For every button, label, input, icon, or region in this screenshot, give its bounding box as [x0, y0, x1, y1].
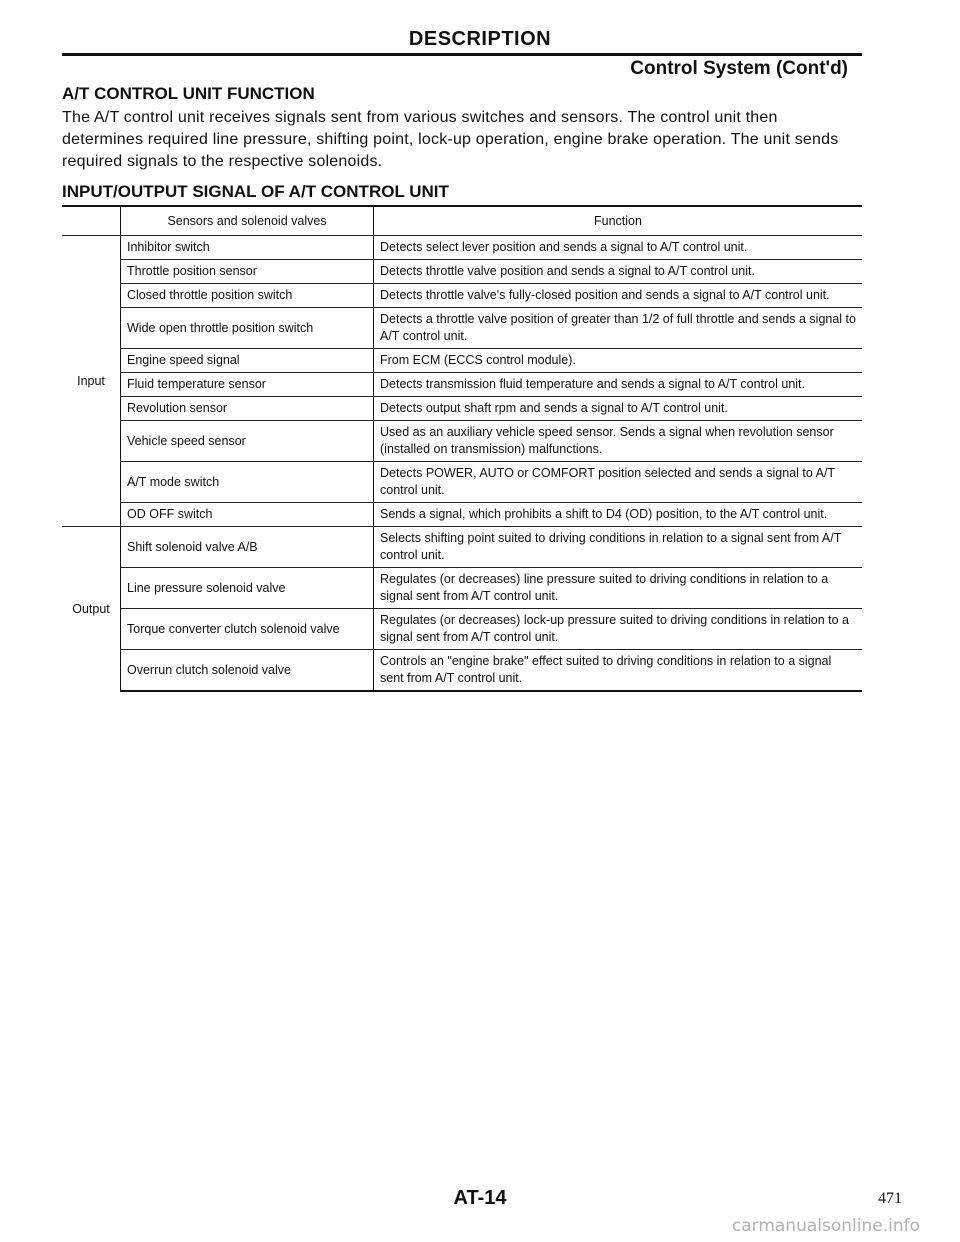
- solenoid-name: Torque converter clutch solenoid valve: [121, 609, 374, 650]
- header-group-cell: [62, 207, 121, 236]
- sensor-name: Inhibitor switch: [121, 236, 374, 260]
- sensor-function: Detects throttle valve position and sends a signal to A/T control unit.: [374, 260, 863, 284]
- table-row: [62, 308, 862, 349]
- sensor-name: Closed throttle position switch: [121, 284, 374, 308]
- sensor-name: Throttle position sensor: [121, 260, 374, 284]
- sensor-name: A/T mode switch: [121, 462, 374, 503]
- sensor-function: Detects throttle valve's fully-closed position and sends a signal to A/T control unit.: [374, 284, 863, 308]
- sensor-function: Detects POWER, AUTO or COMFORT position selected and sends a signal to A/T control unit.: [374, 462, 863, 503]
- table-row: [62, 609, 862, 650]
- section-heading: A/T CONTROL UNIT FUNCTION: [62, 84, 315, 103]
- sensor-function: Detects a throttle valve position of greater than 1/2 of full throttle and sends a signal to A/T control unit.: [374, 308, 863, 349]
- sensor-function: Detects transmission fluid temperature and sends a signal to A/T control unit.: [374, 373, 863, 397]
- page-code: AT-14: [453, 1187, 507, 1209]
- table-row: [62, 373, 862, 397]
- page-title: DESCRIPTION: [408, 28, 552, 50]
- sensor-name: Revolution sensor: [121, 397, 374, 421]
- solenoid-function: Controls an "engine brake" effect suited to driving conditions in relation to a signal sent from A/T control unit.: [374, 650, 863, 692]
- table-row: [62, 349, 862, 373]
- table-row: [62, 397, 862, 421]
- sensor-function: Sends a signal, which prohibits a shift to D4 (OD) position, to the A/T control unit.: [374, 503, 863, 527]
- sensor-name: Engine speed signal: [121, 349, 374, 373]
- table-row: [62, 650, 862, 692]
- sensor-function: From ECM (ECCS control module).: [374, 349, 863, 373]
- table-row: [62, 503, 862, 527]
- group-label-output: Output: [62, 527, 121, 692]
- solenoid-function: Selects shifting point suited to driving conditions in relation to a signal sent from A/T control unit.: [374, 527, 863, 568]
- sensor-name: Vehicle speed sensor: [121, 421, 374, 462]
- signal-table: [62, 207, 862, 692]
- page-number: 471: [878, 1190, 902, 1207]
- table-row: [62, 284, 862, 308]
- header-function: Function: [374, 207, 863, 236]
- sensor-name: Fluid temperature sensor: [121, 373, 374, 397]
- table-row: [62, 462, 862, 503]
- watermark: carmanualsonline.info: [731, 1216, 920, 1236]
- solenoid-name: Line pressure solenoid valve: [121, 568, 374, 609]
- sensor-function: Detects select lever position and sends a signal to A/T control unit.: [374, 236, 863, 260]
- table-row: [62, 421, 862, 462]
- sensor-name: OD OFF switch: [121, 503, 374, 527]
- table-header-row: [62, 207, 862, 236]
- group-label-input: Input: [62, 236, 121, 527]
- solenoid-name: Shift solenoid valve A/B: [121, 527, 374, 568]
- page-subtitle: Control System (Cont'd): [630, 58, 848, 79]
- solenoid-name: Overrun clutch solenoid valve: [121, 650, 374, 692]
- sensor-function: Used as an auxiliary vehicle speed sensor. Sends a signal when revolution sensor (installed on transmission) malfunctions.: [374, 421, 863, 462]
- table-row: [62, 236, 862, 260]
- solenoid-function: Regulates (or decreases) lock-up pressure suited to driving conditions in relation to a signal sent from A/T control unit.: [374, 609, 863, 650]
- table-row: [62, 260, 862, 284]
- sensor-function: Detects output shaft rpm and sends a signal to A/T control unit.: [374, 397, 863, 421]
- table-row: [62, 568, 862, 609]
- table-heading: INPUT/OUTPUT SIGNAL OF A/T CONTROL UNIT: [62, 182, 449, 201]
- table-row: [62, 527, 862, 568]
- header-sensors: Sensors and solenoid valves: [121, 207, 374, 236]
- header-rule: [62, 53, 862, 56]
- sensor-name: Wide open throttle position switch: [121, 308, 374, 349]
- section-text: The A/T control unit receives signals sent from various switches and sensors. The control unit then determines required line pressure, shifting point, lock-up operation, engine brake operation. The unit sends required signals to the respective solenoids.: [62, 109, 839, 170]
- solenoid-function: Regulates (or decreases) line pressure suited to driving conditions in relation to a signal sent from A/T control unit.: [374, 568, 863, 609]
